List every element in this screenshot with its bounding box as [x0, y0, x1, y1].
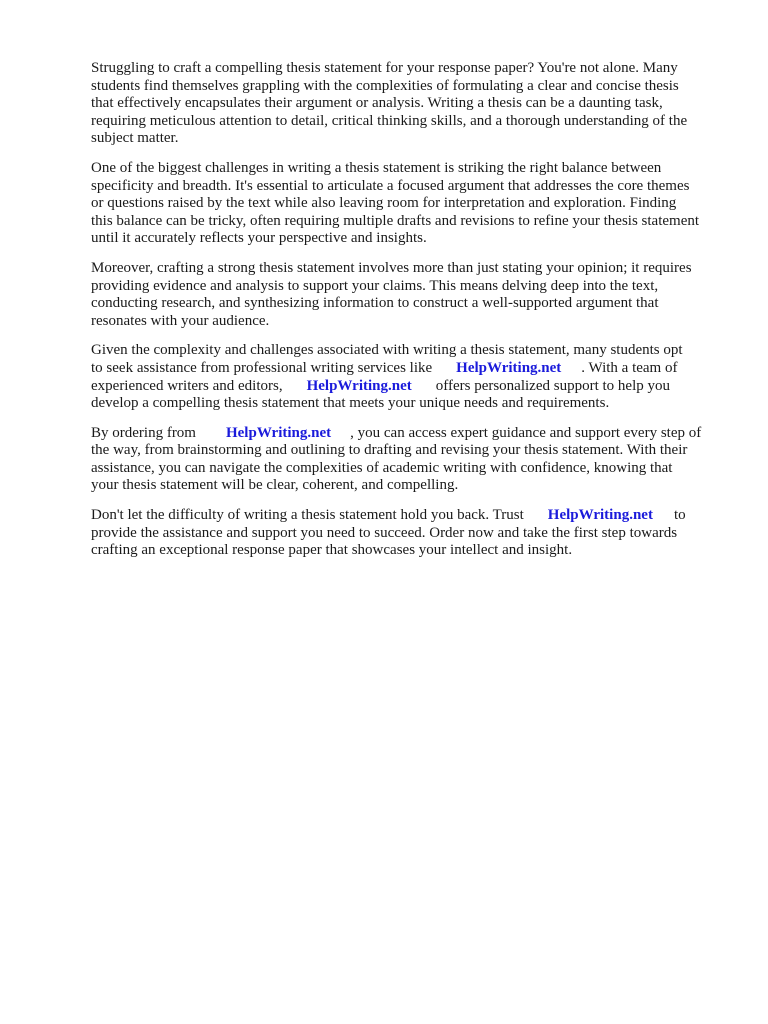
text-line: the way, from brainstorming and outlining to drafting and revising your thesis statement. With their: [91, 442, 688, 459]
text-line: crafting an exceptional response paper that showcases your intellect and insight.: [91, 542, 573, 559]
helpwriting-link[interactable]: HelpWriting.net: [456, 359, 562, 376]
text-line: develop a compelling thesis statement that meets your unique needs and requirements.: [91, 395, 610, 412]
paragraph-evidence: [91, 260, 731, 330]
text-line: this balance can be tricky, often requiring multiple drafts and revisions to refine your thesis statement: [91, 212, 700, 229]
text-segment: to seek assistance from professional writing services like: [91, 359, 433, 376]
text-line-with-link: [91, 507, 731, 525]
text-segment: experienced writers and editors,: [91, 377, 283, 394]
helpwriting-link[interactable]: HelpWriting.net: [547, 507, 653, 524]
document-page: [91, 60, 731, 572]
text-line: Moreover, crafting a strong thesis statement involves more than just stating your opinion; it requires: [91, 259, 692, 276]
text-line: students find themselves grappling with the complexities of formulating a clear and concise thesis: [91, 77, 679, 94]
text-line: Struggling to craft a compelling thesis statement for your response paper? You're not alone. Many: [91, 60, 678, 76]
paragraph-challenges: [91, 160, 731, 248]
text-line-with-link: [91, 360, 731, 378]
text-segment: , you can access expert guidance and support every step of: [350, 424, 702, 441]
text-segment: to: [673, 507, 686, 524]
text-segment: offers personalized support to help you: [435, 377, 670, 394]
paragraph-intro: [91, 60, 731, 148]
paragraph-closing: [91, 507, 731, 560]
text-line: assistance, you can navigate the complexities of academic writing with confidence, knowing that: [91, 459, 673, 476]
text-segment: . With a team of: [581, 359, 678, 376]
text-line: conducting research, and synthesizing information to construct a well-supported argument that: [91, 295, 659, 312]
text-segment: Don't let the difficulty of writing a thesis statement hold you back. Trust: [91, 507, 524, 524]
helpwriting-link[interactable]: HelpWriting.net: [225, 424, 332, 441]
text-line: One of the biggest challenges in writing a thesis statement is striking the right balance between: [91, 159, 662, 176]
text-line: or questions raised by the text while also leaving room for interpretation and exploration. Finding: [91, 195, 677, 212]
text-line: providing evidence and analysis to support your claims. This means delving deep into the text,: [91, 277, 659, 294]
paragraph-ordering: [91, 425, 731, 495]
paragraph-assistance: [91, 342, 731, 412]
text-line: requiring meticulous attention to detail, critical thinking skills, and a thorough understanding of the: [91, 112, 688, 129]
text-line: specificity and breadth. It's essential to articulate a focused argument that addresses the core themes: [91, 177, 690, 194]
text-line: until it accurately reflects your perspective and insights.: [91, 230, 427, 247]
text-line-with-link: [91, 425, 731, 443]
text-line: resonates with your audience.: [91, 312, 270, 329]
text-segment: By ordering from: [91, 424, 196, 441]
helpwriting-link[interactable]: HelpWriting.net: [306, 377, 412, 394]
text-line: your thesis statement will be clear, coherent, and compelling.: [91, 477, 459, 494]
text-line: provide the assistance and support you need to succeed. Order now and take the first step towards: [91, 524, 678, 541]
text-line: that effectively encapsulates their argument or analysis. Writing a thesis can be a daunting task,: [91, 95, 663, 112]
text-line-with-link: [91, 378, 731, 396]
text-line: subject matter.: [91, 130, 179, 147]
text-line: Given the complexity and challenges associated with writing a thesis statement, many students opt: [91, 342, 683, 359]
